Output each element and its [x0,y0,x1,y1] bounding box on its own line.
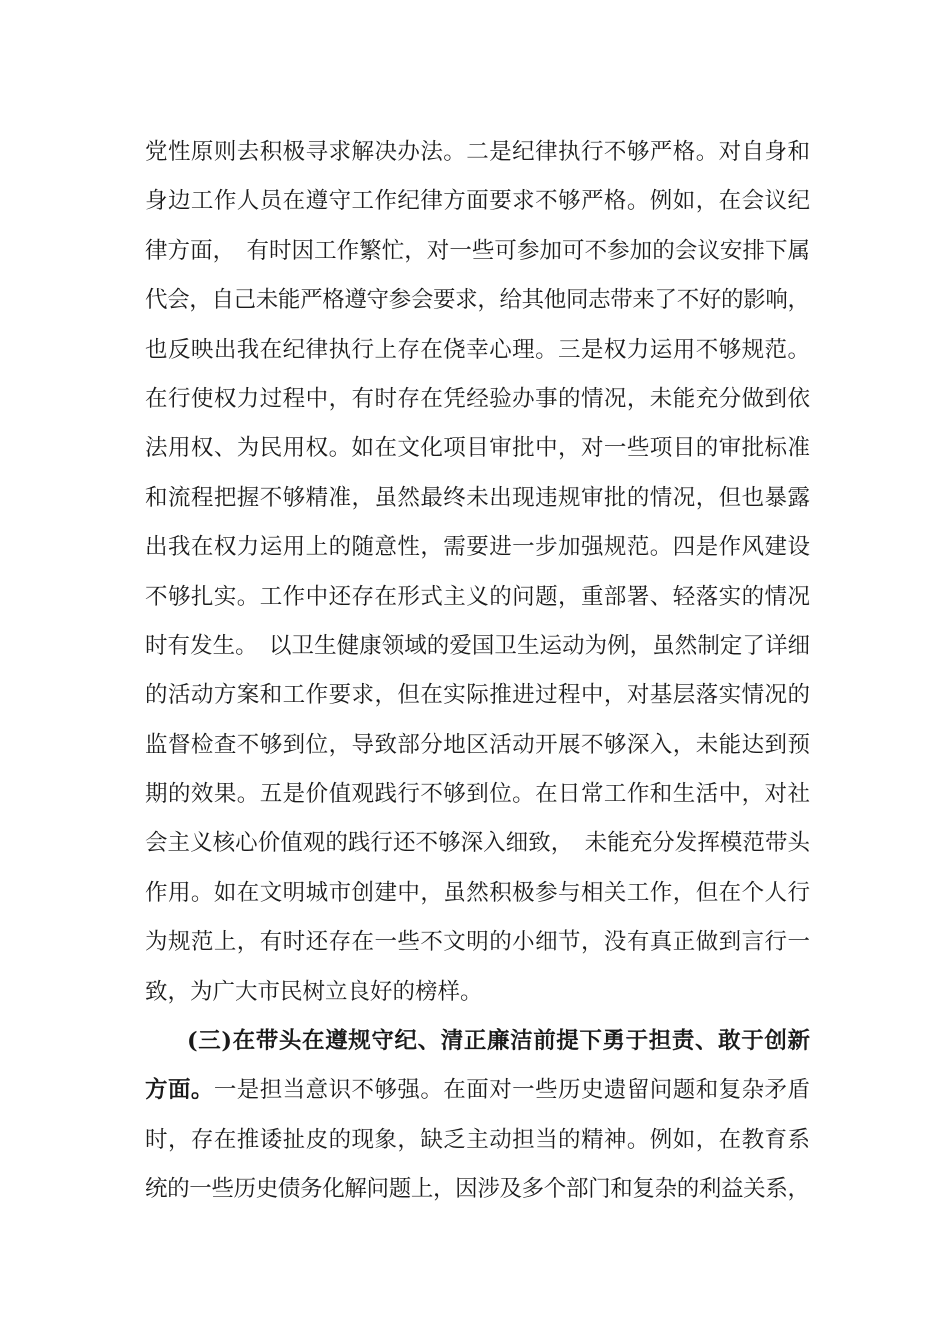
document-body [145,128,810,1215]
text-line [145,1066,810,1115]
text-line [145,177,810,226]
text-line [145,1165,810,1214]
text-line-content: 为规范上，有时还存在一些不文明的小细节，没有真正做到言行一 [145,929,811,956]
text-line-content: 法用权、为民用权。如在文化项目审批中，对一些项目的审批标准 [145,435,811,462]
text-line [145,573,810,622]
text-line [145,227,810,276]
text-line-content: 出我在权力运用上的随意性，需要进一步加强规范。四是作风建设 [145,534,811,561]
text-line-content: 时有发生。 以卫生健康领域的爱国卫生运动为例，虽然制定了详细 [145,632,811,659]
text-line [145,671,810,720]
text-line-content: 作用。如在文明城市创建中，虽然积极参与相关工作，但在个人行 [145,879,811,906]
text-line-content: 党性原则去积极寻求解决办法。二是纪律执行不够严格。对自身和 [145,139,811,165]
text-line-content: 在行使权力过程中，有时存在凭经验办事的情况，未能充分做到依 [145,385,811,412]
text-line-content: 也反映出我在纪律执行上存在侥幸心理。三是权力运用不够规范。 [145,336,811,363]
text-line-content: 身边工作人员在遵守工作纪律方面要求不够严格。例如，在会议纪 [145,188,811,215]
paragraph-continuation [145,128,810,1017]
text-line [145,918,810,967]
text-line-content: 不够扎实。工作中还存在形式主义的问题，重部署、轻落实的情况 [145,583,811,610]
text-line-content: 期的效果。五是价值观践行不够到位。在日常工作和生活中，对社 [145,781,811,808]
text-line-content: 致，为广大市民树立良好的榜样。 [145,978,483,1005]
text-line-content: 代会，自己未能严格遵守参会要求，给其他同志带来了不好的影响， [145,287,810,314]
text-line [145,869,810,918]
text-line-content: 统的一些历史债务化解问题上，因涉及多个部门和复杂的利益关系， [145,1176,810,1203]
text-line-content: 的活动方案和工作要求，但在实际推进过程中，对基层落实情况的 [145,682,811,709]
text-line [145,968,810,1017]
section-paragraph [145,1116,810,1215]
text-line [145,375,810,424]
text-line-content: 会主义核心价值观的践行还不够深入细致， 未能充分发挥模范带头 [145,830,811,857]
section-heading-tail: 方面。 [145,1077,214,1104]
text-line [145,721,810,770]
section-heading-line2 [145,1066,810,1115]
text-line [145,474,810,523]
text-line [145,523,810,572]
section-heading [145,1017,810,1066]
text-line [145,770,810,819]
text-line [145,276,810,325]
text-line-content: 时，存在推诿扯皮的现象，缺乏主动担当的精神。例如，在教育系 [145,1126,811,1153]
text-line [145,1116,810,1165]
text-line [145,622,810,671]
text-line-content: 律方面， 有时因工作繁忙，对一些可参加可不参加的会议安排下属 [145,237,811,264]
text-line-content: 监督检查不够到位，导致部分地区活动开展不够深入，未能达到预 [145,731,811,758]
section-heading-text: (三)在带头在遵规守纪、清正廉洁前提下勇于担责、敢于创新 [187,1028,811,1055]
text-line [145,819,810,868]
section-text: 一是担当意识不够强。在面对一些历史遗留问题和复杂矛盾 [213,1077,811,1104]
text-line [145,424,810,473]
text-line [145,326,810,375]
text-line-content: 和流程把握不够精准，虽然最终未出现违规审批的情况，但也暴露 [145,484,811,511]
text-line [145,128,810,177]
